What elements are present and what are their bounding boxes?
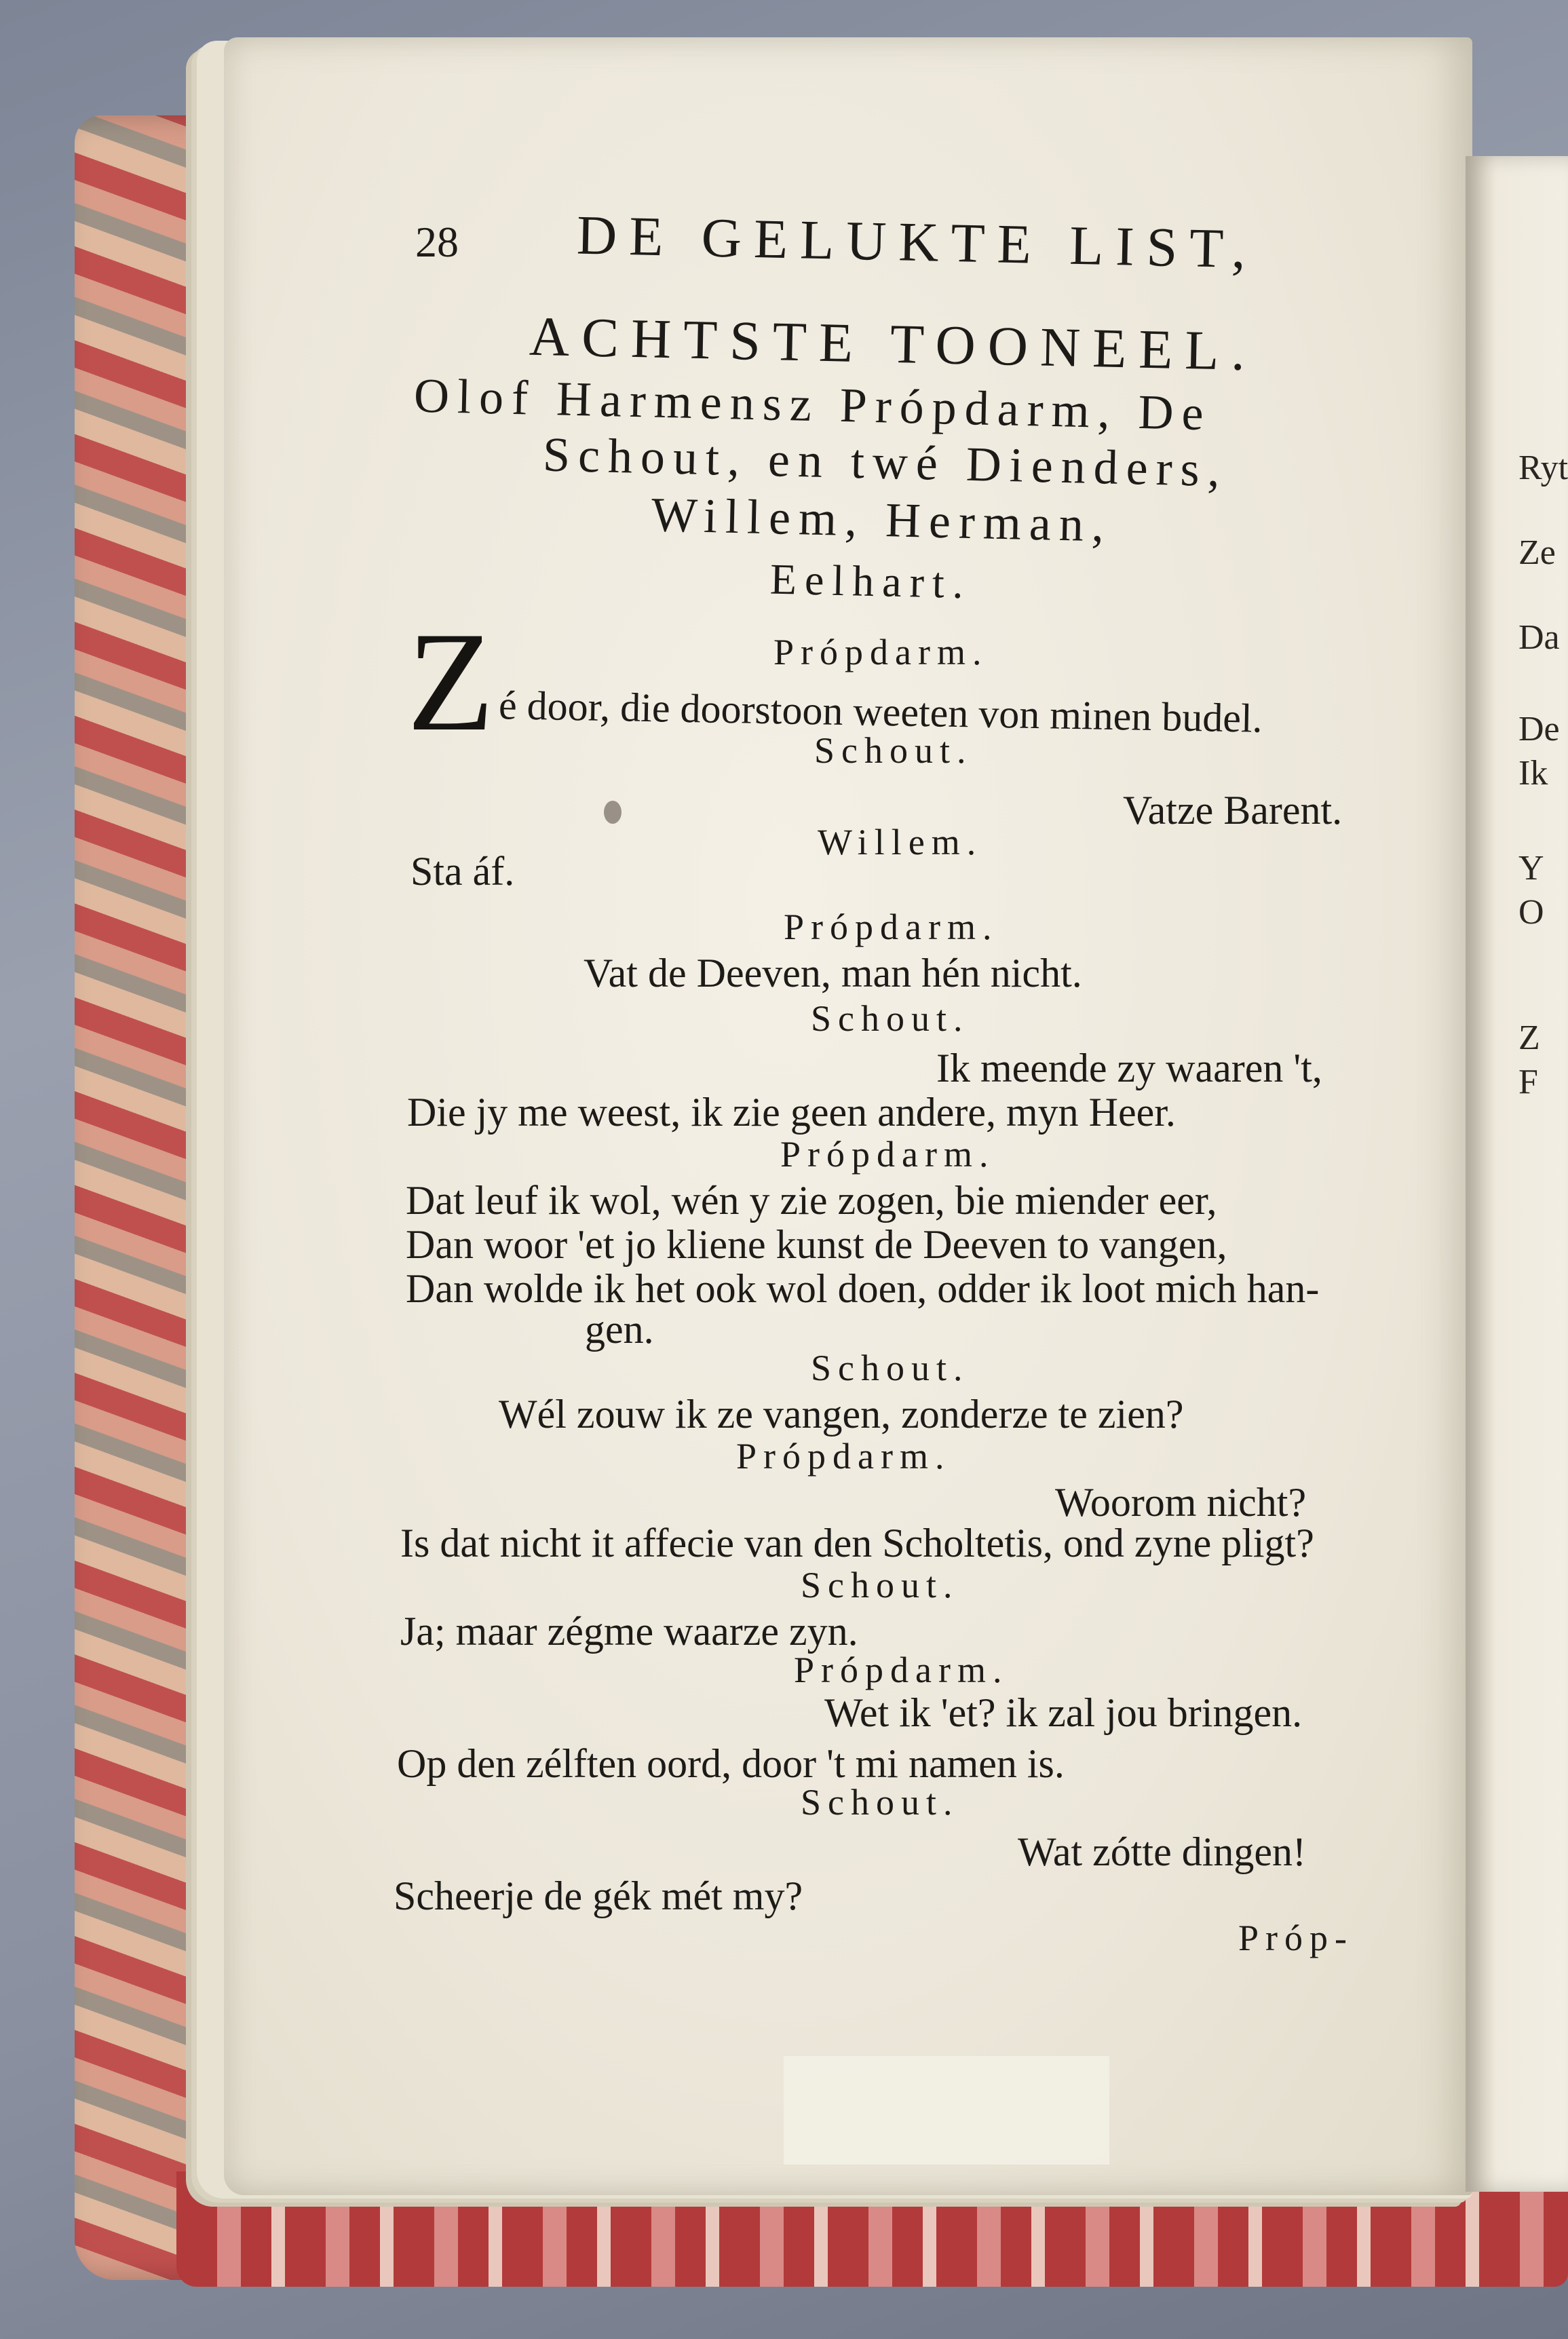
cast-line: Olof Harmensz Própdarm, De: [413, 368, 1212, 441]
verse-line: Scheerje de gék mét my?: [394, 1874, 803, 1918]
cast-line: Eelhart.: [769, 554, 972, 608]
verse-line: Ja; maar zégme waarze zyn.: [400, 1609, 858, 1654]
speaker-name: Schout.: [811, 1348, 970, 1388]
verse-line: Is dat nicht it affecie van den Scholtetis, ond zyne pligt?: [400, 1521, 1314, 1565]
speaker-name: Própdarm.: [794, 1650, 1009, 1690]
paper-patch: [784, 2056, 1109, 2165]
facing-fragment: De: [1518, 710, 1560, 748]
facing-fragment: Z: [1518, 1019, 1540, 1057]
speaker-name: Própdarm.: [780, 1134, 995, 1175]
facing-fragment: Ze: [1518, 533, 1556, 572]
speaker-name: Schout.: [811, 998, 970, 1039]
speaker-name: Schout.: [801, 1782, 959, 1823]
speaker-name: Willem.: [818, 822, 983, 862]
facing-fragment: F: [1518, 1063, 1538, 1101]
speaker-name: Própdarm.: [773, 632, 989, 672]
verse-line: Ik meende zy waaren 't,: [936, 1046, 1322, 1090]
verse-line: Dan woor 'et jo kliene kunst de Deeven to vangen,: [406, 1222, 1227, 1267]
verse-line: Sta áf.: [410, 849, 515, 894]
facing-fragment: Y: [1518, 849, 1544, 888]
facing-fragment: O: [1518, 893, 1544, 932]
facing-fragment: Da: [1518, 618, 1560, 657]
facing-fragment: Ik: [1518, 754, 1548, 793]
verse-line: Vatze Barent.: [1123, 788, 1343, 833]
verse-line: gen.: [585, 1307, 654, 1352]
scene-title: ACHTSTE TOONEEL.: [529, 305, 1258, 383]
verse-line: Wél zouw ik ze vangen, zonderze te zien?: [499, 1392, 1184, 1437]
verse-line: Vat de Deeven, man hén nicht.: [584, 951, 1082, 995]
speaker-name: Própdarm.: [736, 1436, 951, 1477]
verse-line: Dat leuf ik wol, wén y zie zogen, bie miender eer,: [406, 1178, 1217, 1223]
verse-line: Wat zótte dingen!: [1018, 1829, 1307, 1874]
drop-cap: Z: [407, 603, 495, 761]
catchword: Próp-: [1238, 1918, 1354, 1958]
verse-line: Dan wolde ik het ook wol doen, odder ik loot mich han-: [406, 1266, 1320, 1311]
speaker-name: Própdarm.: [784, 907, 999, 947]
facing-fragment: Ryt: [1518, 449, 1568, 487]
cast-line: Willem, Herman,: [651, 487, 1113, 552]
facing-page: [1466, 156, 1568, 2192]
verse-line: Wet ik 'et? ik zal jou bringen.: [824, 1690, 1303, 1735]
cast-line: Schout, en twé Dienders,: [542, 427, 1229, 497]
verse-line: Op den zélften oord, door 't mi namen is.: [397, 1741, 1065, 1786]
ink-spot: [604, 801, 622, 824]
running-head: DE GELUKTE LIST,: [576, 204, 1259, 280]
page-number: 28: [415, 218, 459, 266]
verse-line: Die jy me weest, ik zie geen andere, myn Heer.: [407, 1090, 1176, 1135]
verse-line: é door, die doorstoon weeten von minen budel.: [498, 683, 1263, 741]
verse-line: Woorom nicht?: [1055, 1480, 1307, 1525]
speaker-name: Schout.: [801, 1565, 959, 1605]
speaker-name: Schout.: [814, 730, 973, 771]
